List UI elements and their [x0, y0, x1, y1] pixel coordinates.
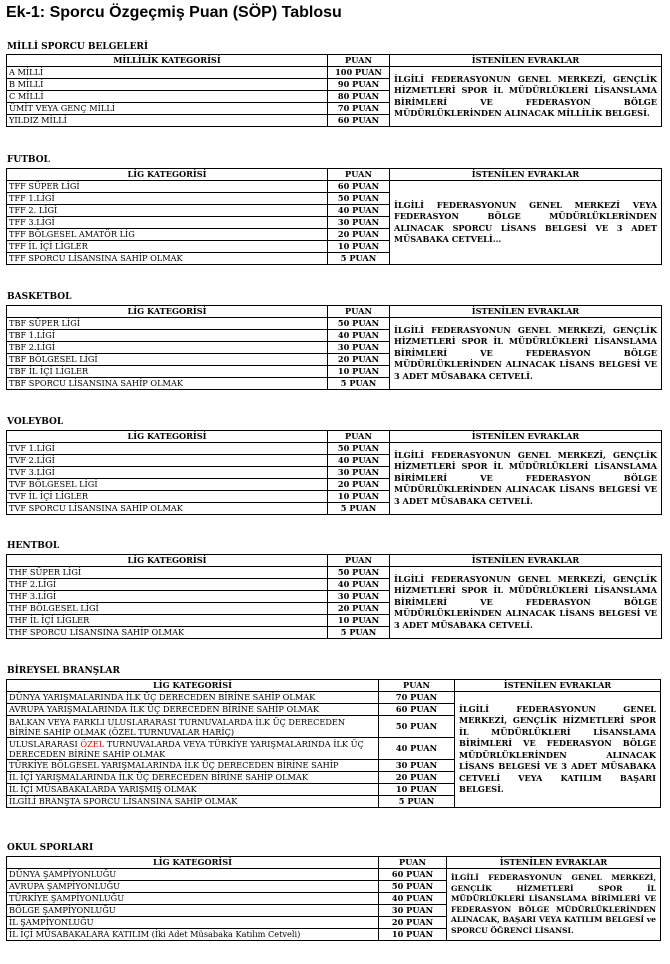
required-documents: İLGİLİ FEDERASYONUN GENEL MERKEZİ VEYA FEDERASYON BÖLGE MÜDÜRLÜKLERİNDEN ALINACAK SPORCU LİSANS BELGESİ VE 3 ADET MÜSABAKA CETVELİ...	[390, 181, 662, 265]
section-label-bireysel: BİREYSEL BRANŞLAR	[7, 666, 120, 676]
table-row-points: 5 PUAN	[328, 627, 390, 639]
points-header: PUAN	[328, 431, 390, 443]
section-label-basketbol: BASKETBOL	[7, 292, 72, 302]
table-row-category: DÜNYA ŞAMPİYONLUĞU	[7, 869, 379, 881]
table-row-points: 5 PUAN	[328, 378, 390, 390]
table-row-points: 10 PUAN	[379, 784, 455, 796]
table-row-points: 10 PUAN	[328, 615, 390, 627]
table-row-points: 10 PUAN	[379, 929, 447, 941]
table-row-points: 20 PUAN	[328, 479, 390, 491]
table-row-category: TFF 3.LİGİ	[7, 217, 328, 229]
table-row-points: 50 PUAN	[328, 443, 390, 455]
page-title: Ek-1: Sporcu Özgeçmiş Puan (SÖP) Tablosu	[6, 4, 342, 21]
table-row-category: BÖLGE ŞAMPİYONLUĞU	[7, 905, 379, 917]
table-row-category: İL İÇİ YARIŞMALARINDA İLK ÜÇ DERECEDEN BİRİNE SAHİP OLMAK	[7, 772, 379, 784]
table-row-points: 5 PUAN	[328, 503, 390, 515]
table-row-points: 40 PUAN	[379, 893, 447, 905]
table-row-category: TVF 1.LİGİ	[7, 443, 328, 455]
table-row-category: TFF SPORCU LİSANSINA SAHİP OLMAK	[7, 253, 328, 265]
points-header: PUAN	[328, 55, 390, 67]
table-row-points: 20 PUAN	[379, 917, 447, 929]
table-row-points: 20 PUAN	[328, 229, 390, 241]
table-row-points: 20 PUAN	[379, 772, 455, 784]
category-header: LİG KATEGORİSİ	[7, 169, 328, 181]
table-row-points: 30 PUAN	[328, 342, 390, 354]
table-row-category: AVRUPA YARIŞMALARINDA İLK ÜÇ DERECEDEN BİRİNE SAHİP OLMAK	[7, 704, 379, 716]
okul-table	[6, 856, 661, 941]
category-header: LİG KATEGORİSİ	[7, 857, 379, 869]
table-row-category: İL İÇİ MÜSABAKALARA KATILIM (İki Adet Müsabaka Katılım Cetveli)	[7, 929, 379, 941]
table-row-points: 30 PUAN	[328, 217, 390, 229]
futbol-table	[6, 168, 662, 265]
table-row-points: 60 PUAN	[328, 115, 390, 127]
table-row-points: 50 PUAN	[328, 193, 390, 205]
table-row-category: TFF 1.LİGİ	[7, 193, 328, 205]
table-row-category: YILDIZ MİLLİ	[7, 115, 328, 127]
table-row-points: 40 PUAN	[328, 579, 390, 591]
table-row-category: THF SPORCU LİSANSINA SAHİP OLMAK	[7, 627, 328, 639]
milli-table	[6, 54, 662, 127]
points-header: PUAN	[328, 306, 390, 318]
table-row-category: TVF İL İÇİ LİGLER	[7, 491, 328, 503]
table-row-category: C MİLLİ	[7, 91, 328, 103]
table-row-category: AVRUPA ŞAMPİYONLUĞU	[7, 881, 379, 893]
table-row-points: 100 PUAN	[328, 67, 390, 79]
table-row-category: TBF İL İÇİ LİGLER	[7, 366, 328, 378]
table-row-category: THF BÖLGESEL LİGİ	[7, 603, 328, 615]
required-documents: İLGİLİ FEDERASYONUN GENEL MERKEZİ, GENÇLİK HİZMETLERİ SPOR İL MÜDÜRLÜKLERİ LİSANSLAMA BİRİMLERİ VE FEDERASYON BÖLGE MÜDÜRLÜKLERİNDEN ALINACAK LİSANS BELGESİ VE 3 ADET MÜSABAKA CETVELİ.	[390, 567, 662, 639]
points-header: PUAN	[328, 555, 390, 567]
section-label-futbol: FUTBOL	[7, 155, 50, 165]
table-row-points: 20 PUAN	[328, 603, 390, 615]
table-row-points: 5 PUAN	[328, 253, 390, 265]
table-row-points: 50 PUAN	[379, 716, 455, 738]
table-row-category: TBF SPORCU LİSANSINA SAHİP OLMAK	[7, 378, 328, 390]
table-row-points: 30 PUAN	[379, 905, 447, 917]
table-row-category: A MİLLİ	[7, 67, 328, 79]
table-row-points: 60 PUAN	[379, 869, 447, 881]
table-row-points: 50 PUAN	[328, 567, 390, 579]
table-row-category: TVF 3.LİGİ	[7, 467, 328, 479]
section-label-okul: OKUL SPORLARI	[7, 843, 94, 853]
category-header: MİLLİLİK KATEGORİSİ	[7, 55, 328, 67]
category-header: LİG KATEGORİSİ	[7, 306, 328, 318]
required-documents: İLGİLİ FEDERASYONUN GENEL MERKEZİ, GENÇLİK HİZMETLERİ SPOR İL MÜDÜRLÜKLERİ LİSANSLAMA BİRİMLERİ VE FEDERASYON BÖLGE MÜDÜRLÜKLERİNDEN ALINACAK LİSANS BELGESİ VE 3 ADET MÜSABAKA CETVELİ.	[390, 318, 662, 390]
table-row-points: 40 PUAN	[379, 738, 455, 760]
required-documents: İLGİLİ FEDERASYONUN GENEL MERKEZİ, GENÇLİK HİZMETLERİ SPOR İL MÜDÜRLÜKLERİ LİSANSLAMA BİRİMLERİ VE FEDERASYON BÖLGE MÜDÜRLÜKLERİNDEN ALINACAK LİSANS BELGESİ VE 3 ADET MÜSABAKA CETVELİ.	[390, 443, 662, 515]
table-row-points: 5 PUAN	[379, 796, 455, 808]
table-row-category: İL İÇİ MÜSABAKALARDA YARIŞMIŞ OLMAK	[7, 784, 379, 796]
table-row-category: TVF SPORCU LİSANSINA SAHİP OLMAK	[7, 503, 328, 515]
table-row-category: TVF 2.LİGİ	[7, 455, 328, 467]
table-row-points: 30 PUAN	[328, 467, 390, 479]
table-row-points: 70 PUAN	[328, 103, 390, 115]
table-row-category: TBF BÖLGESEL LİGİ	[7, 354, 328, 366]
table-row-category: ÜMİT VEYA GENÇ MİLLİ	[7, 103, 328, 115]
table-row-category: İL ŞAMPİYONLUĞU	[7, 917, 379, 929]
table-row-points: 80 PUAN	[328, 91, 390, 103]
required-documents: İLGİLİ FEDERASYONUN GENEL MERKEZİ, GENÇLİK HİZMETLERİ SPOR İL MÜDÜRLÜKLERİ LİSANSLAMA BİRİMLERİ VE FEDERASYON BÖLGE MÜDÜRLÜKLERİNDEN ALINACAK MİLLİLİK BELGESİ.	[390, 67, 662, 127]
documents-header: İSTENİLEN EVRAKLAR	[447, 857, 661, 869]
table-row-category: THF İL İÇİ LİGLER	[7, 615, 328, 627]
table-row-category: TFF 2. LİGİ	[7, 205, 328, 217]
documents-header: İSTENİLEN EVRAKLAR	[455, 680, 661, 692]
table-row-category: DÜNYA YARIŞMALARINDA İLK ÜÇ DERECEDEN BİRİNE SAHİP OLMAK	[7, 692, 379, 704]
table-row-points: 60 PUAN	[328, 181, 390, 193]
voleybol-table	[6, 430, 662, 515]
table-row-category: TBF 1.LİGİ	[7, 330, 328, 342]
required-documents: İLGİLİ FEDERASYONUN GENEL MERKEZİ, GENÇLİK HİZMETLERİ SPOR İL MÜDÜRLÜKLERİ LİSANSLAMA BİRİMLERİ VE FEDERASYON BÖLGE MÜDÜRLÜKLERİNDEN ALINACAK, BAŞARI VEYA KATILIM BELGESİ ve SPORCU ÖĞRENCİ LİSANSI.	[447, 869, 661, 941]
documents-header: İSTENİLEN EVRAKLAR	[390, 555, 662, 567]
table-row-points: 40 PUAN	[328, 330, 390, 342]
section-label-milli: MİLLİ SPORCU BELGELERİ	[7, 42, 149, 52]
category-text: ULUSLARARASI	[9, 738, 81, 749]
table-row-points: 50 PUAN	[379, 881, 447, 893]
basketbol-table	[6, 305, 662, 390]
category-text: TURNUVALARDA VEYA TÜRKİYE YARIŞMALARINDA İLK ÜÇ DERECEDEN BİRİNE SAHİP OLMAK	[9, 738, 364, 759]
hentbol-table	[6, 554, 662, 639]
highlighted-word: ÖZEL	[80, 738, 105, 749]
table-row-category: TFF BÖLGESEL AMATÖR LİG	[7, 229, 328, 241]
documents-header: İSTENİLEN EVRAKLAR	[390, 431, 662, 443]
table-row-category: TBF SÜPER LİGİ	[7, 318, 328, 330]
table-row-category: TÜRKİYE ŞAMPİYONLUĞU	[7, 893, 379, 905]
category-header: LİG KATEGORİSİ	[7, 431, 328, 443]
category-header: LİG KATEGORİSİ	[7, 555, 328, 567]
required-documents: İLGİLİ FEDERASYONUN GENEL MERKEZİ, GENÇLİK HİZMETLERİ SPOR İL MÜDÜRLÜKLERİ LİSANSLAMA BİRİMLERİ VE FEDERASYON BÖLGE MÜDÜRLÜKLERİNDEN ALINACAK LİSANS BELGESİ VE 3 ADET MÜSABAKA CETVELİ VEYA KATILIM BAŞARI BELGESİ.	[455, 692, 661, 808]
table-row-points: 70 PUAN	[379, 692, 455, 704]
section-label-voleybol: VOLEYBOL	[7, 417, 64, 427]
table-row-points: 10 PUAN	[328, 241, 390, 253]
category-header: LİG KATEGORİSİ	[7, 680, 379, 692]
table-row-points: 90 PUAN	[328, 79, 390, 91]
table-row-category: THF 3.LİGİ	[7, 591, 328, 603]
table-row-category: TFF İL İÇİ LİGLER	[7, 241, 328, 253]
bireysel-table	[6, 679, 661, 808]
table-row-category: TBF 2.LİGİ	[7, 342, 328, 354]
table-row-points: 10 PUAN	[328, 491, 390, 503]
table-row-category: B MİLLİ	[7, 79, 328, 91]
points-header: PUAN	[379, 857, 447, 869]
table-row-points: 50 PUAN	[328, 318, 390, 330]
points-header: PUAN	[379, 680, 455, 692]
table-row-points: 60 PUAN	[379, 704, 455, 716]
points-header: PUAN	[328, 169, 390, 181]
table-row-points: 20 PUAN	[328, 354, 390, 366]
table-row-category	[7, 738, 379, 760]
table-row-points: 40 PUAN	[328, 455, 390, 467]
table-row-category: TVF BÖLGESEL LİGİ	[7, 479, 328, 491]
section-label-hentbol: HENTBOL	[7, 541, 60, 551]
table-row-category: TÜRKİYE BÖLGESEL YARIŞMALARINDA İLK ÜÇ DERECEDEN BİRİNE SAHİP	[7, 760, 379, 772]
documents-header: İSTENİLEN EVRAKLAR	[390, 55, 662, 67]
table-row-category: THF 2.LİGİ	[7, 579, 328, 591]
table-row-category: İLGİLİ BRANŞTA SPORCU LİSANSINA SAHİP OLMAK	[7, 796, 379, 808]
table-row-points: 30 PUAN	[379, 760, 455, 772]
table-row-points: 40 PUAN	[328, 205, 390, 217]
table-row-category: TFF SÜPER LİGİ	[7, 181, 328, 193]
table-row-category: BALKAN VEYA FARKLI ULUSLARARASI TURNUVALARDA İLK ÜÇ DERECEDEN BİRİNE SAHİP OLMAK (ÖZEL TURNUVALAR HARİÇ)	[7, 716, 379, 738]
documents-header: İSTENİLEN EVRAKLAR	[390, 169, 662, 181]
table-row-points: 10 PUAN	[328, 366, 390, 378]
documents-header: İSTENİLEN EVRAKLAR	[390, 306, 662, 318]
table-row-points: 30 PUAN	[328, 591, 390, 603]
table-row-category: THF SÜPER LİGİ	[7, 567, 328, 579]
